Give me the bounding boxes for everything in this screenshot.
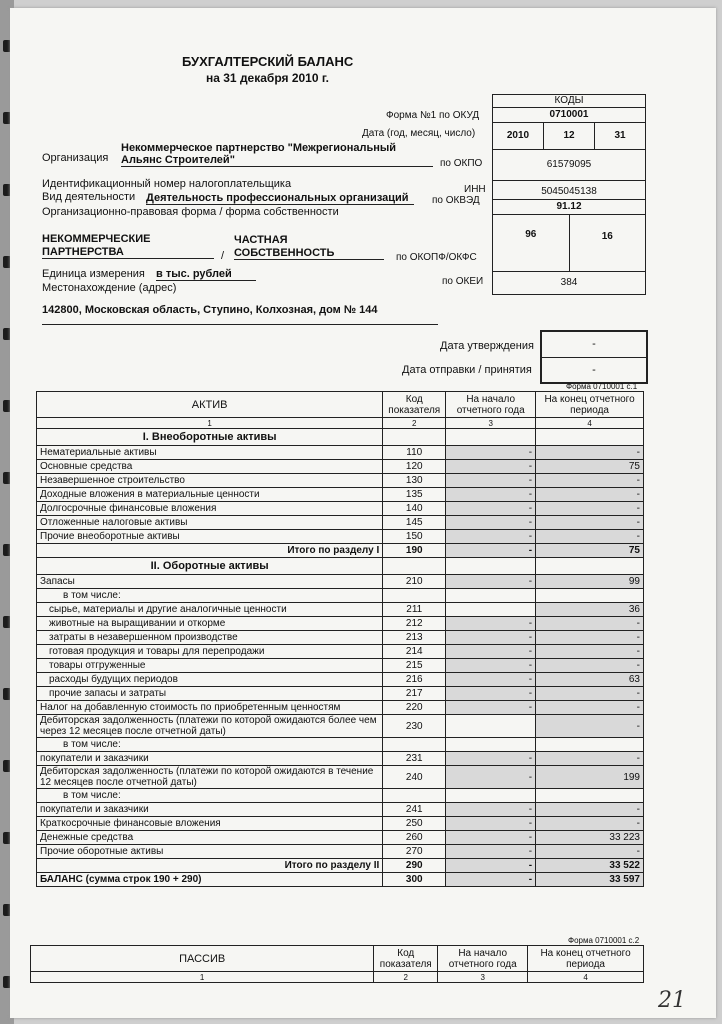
- legal-form-line-2: ПАРТНЕРСТВА: [42, 246, 214, 259]
- okopf-label: по ОКОПФ/ОКФС: [396, 252, 477, 263]
- col-num-4: 4: [536, 418, 644, 429]
- row-start-value: -: [446, 859, 536, 873]
- row-end-value: 36: [536, 603, 644, 617]
- table-row: [37, 446, 644, 460]
- ownership-line-1: ЧАСТНАЯ: [234, 234, 288, 246]
- row-start-value: -: [446, 460, 536, 474]
- row-end-value: -: [536, 845, 644, 859]
- passiv-col-num-1: 1: [31, 972, 374, 983]
- row-start-value: -: [446, 803, 536, 817]
- date-day: 31: [614, 130, 626, 141]
- row-code: 220: [383, 701, 446, 715]
- row-start-value: -: [446, 530, 536, 544]
- unit-label: Единица измерения: [42, 268, 145, 280]
- org-label: Организация: [42, 152, 109, 164]
- okpo-code: 61579095: [493, 150, 645, 181]
- okved-label: по ОКВЭД: [432, 195, 480, 206]
- row-end-value: [536, 738, 644, 752]
- row-end-value: 199: [536, 766, 644, 789]
- section-title: II. Оборотные активы: [37, 558, 383, 575]
- passiv-col-num-4: 4: [528, 972, 644, 983]
- row-start-value: [446, 789, 536, 803]
- row-name: в том числе:: [37, 738, 383, 752]
- row-start-value: -: [446, 673, 536, 687]
- row-start-value: -: [446, 446, 536, 460]
- row-start-value: -: [446, 701, 536, 715]
- row-start-value: -: [446, 766, 536, 789]
- row-code: 150: [383, 530, 446, 544]
- empty-cell: [446, 429, 536, 446]
- doc-title: БУХГАЛТЕРСКИЙ БАЛАНС: [182, 54, 354, 69]
- table-row: [37, 845, 644, 859]
- passiv-code-header: Код показателя: [374, 946, 438, 972]
- row-start-value: -: [446, 575, 536, 589]
- table-row: [37, 701, 644, 715]
- table-row: [37, 488, 644, 502]
- activity-label: Вид деятельности: [42, 191, 136, 203]
- row-name: Налог на добавленную стоимость по приобретенным ценностям: [37, 701, 383, 715]
- start-header: На начало отчетного года: [446, 392, 536, 418]
- row-code: 217: [383, 687, 446, 701]
- row-code: 260: [383, 831, 446, 845]
- table-row: [37, 589, 644, 603]
- handwritten-page-number: 21: [658, 988, 686, 1013]
- aktiv-table: [36, 391, 644, 887]
- row-name: сырье, материалы и другие аналогичные ценности: [37, 603, 383, 617]
- row-name: Прочие внеоборотные активы: [37, 530, 383, 544]
- total-row: [37, 544, 644, 558]
- row-name: Запасы: [37, 575, 383, 589]
- table-row: [37, 817, 644, 831]
- row-name: Дебиторская задолженность (платежи по которой ожидаются более чем через 12 месяцев после отчетной даты): [37, 715, 383, 738]
- empty-cell: [383, 558, 446, 575]
- section-row: [37, 429, 644, 446]
- table-row: [37, 766, 644, 789]
- row-name: Незавершенное строительство: [37, 474, 383, 488]
- row-end-value: -: [536, 446, 644, 460]
- row-start-value: -: [446, 474, 536, 488]
- inn-label: ИНН: [464, 184, 486, 195]
- row-end-value: -: [536, 645, 644, 659]
- activity-value: Деятельность профессиональных организаций: [146, 192, 414, 205]
- row-code: 215: [383, 659, 446, 673]
- col-num-3: 3: [446, 418, 536, 429]
- row-start-value: -: [446, 645, 536, 659]
- end-header: На конец отчетного периода: [536, 392, 644, 418]
- balance-row: [37, 873, 644, 887]
- row-start-value: -: [446, 631, 536, 645]
- table-row: [37, 617, 644, 631]
- row-code: 231: [383, 752, 446, 766]
- row-start-value: -: [446, 659, 536, 673]
- passiv-start-header: На начало отчетного года: [438, 946, 528, 972]
- row-end-value: 63: [536, 673, 644, 687]
- row-start-value: -: [446, 873, 536, 887]
- legal-form-slash: /: [221, 250, 225, 262]
- aktiv-body: [37, 429, 644, 887]
- row-code: [383, 789, 446, 803]
- row-code: 240: [383, 766, 446, 789]
- row-name: Отложенные налоговые активы: [37, 516, 383, 530]
- approval-box: [540, 330, 648, 384]
- row-end-value: -: [536, 817, 644, 831]
- row-code: 190: [383, 544, 446, 558]
- passiv-col-num-3: 3: [438, 972, 528, 983]
- row-code: 300: [383, 873, 446, 887]
- col-num-2: 2: [383, 418, 446, 429]
- section-row: [37, 558, 644, 575]
- row-start-value: -: [446, 617, 536, 631]
- row-end-value: -: [536, 752, 644, 766]
- row-name: покупатели и заказчики: [37, 803, 383, 817]
- doc-subtitle: на 31 декабря 2010 г.: [206, 71, 329, 85]
- row-end-value: -: [536, 474, 644, 488]
- row-end-value: -: [536, 502, 644, 516]
- row-code: 212: [383, 617, 446, 631]
- row-start-value: -: [446, 752, 536, 766]
- row-end-value: 99: [536, 575, 644, 589]
- table-row: [37, 631, 644, 645]
- row-end-value: -: [536, 803, 644, 817]
- table-row: [37, 575, 644, 589]
- row-start-value: -: [446, 502, 536, 516]
- ownership-line-2: СОБСТВЕННОСТЬ: [234, 247, 384, 260]
- okud-code: 0710001: [493, 108, 645, 123]
- table-row: [37, 752, 644, 766]
- row-code: 230: [383, 715, 446, 738]
- row-start-value: -: [446, 845, 536, 859]
- row-end-value: [536, 789, 644, 803]
- row-name: Денежные средства: [37, 831, 383, 845]
- row-start-value: -: [446, 817, 536, 831]
- unit-value: в тыс. рублей: [156, 268, 256, 281]
- row-start-value: -: [446, 488, 536, 502]
- row-name: в том числе:: [37, 589, 383, 603]
- row-end-value: [536, 589, 644, 603]
- empty-cell: [446, 558, 536, 575]
- codes-header: КОДЫ: [493, 95, 645, 108]
- okei-code: 384: [560, 277, 578, 288]
- address-underline: [42, 324, 438, 325]
- row-name: прочие запасы и затраты: [37, 687, 383, 701]
- row-code: 211: [383, 603, 446, 617]
- row-name: готовая продукция и товары для перепродажи: [37, 645, 383, 659]
- row-name: животные на выращивании и откорме: [37, 617, 383, 631]
- row-code: 290: [383, 859, 446, 873]
- sent-value: -: [592, 364, 596, 376]
- row-code: 210: [383, 575, 446, 589]
- row-code: 214: [383, 645, 446, 659]
- row-name: Итого по разделу II: [37, 859, 383, 873]
- date-label: Дата (год, месяц, число): [362, 128, 476, 139]
- form-page-2: Форма 0710001 с.2: [568, 936, 640, 945]
- row-code: 130: [383, 474, 446, 488]
- row-code: 216: [383, 673, 446, 687]
- row-name: Доходные вложения в материальные ценности: [37, 488, 383, 502]
- org-name-line-1: Некоммерческое партнерство "Межрегиональный: [121, 142, 397, 154]
- passiv-end-header: На конец отчетного периода: [528, 946, 644, 972]
- okopf-code: 96: [493, 215, 570, 271]
- row-end-value: -: [536, 516, 644, 530]
- table-row: [37, 603, 644, 617]
- row-name: Основные средства: [37, 460, 383, 474]
- row-start-value: -: [446, 516, 536, 530]
- legal-form-label: Организационно-правовая форма / форма собственности: [42, 206, 339, 218]
- legal-form-line-1: НЕКОММЕРЧЕСКИЕ: [42, 233, 151, 245]
- row-end-value: -: [536, 617, 644, 631]
- passiv-header: ПАССИВ: [31, 946, 374, 972]
- table-row: [37, 460, 644, 474]
- row-end-value: 33 522: [536, 859, 644, 873]
- table-row: [37, 659, 644, 673]
- table-row: [37, 530, 644, 544]
- table-row: [37, 474, 644, 488]
- okpo-label: по ОКПО: [440, 158, 483, 169]
- okved-code: 91.12: [493, 200, 645, 215]
- aktiv-header: АКТИВ: [37, 392, 383, 418]
- okud-label: Форма №1 по ОКУД: [386, 110, 480, 121]
- col-num-1: 1: [37, 418, 383, 429]
- row-end-value: -: [536, 687, 644, 701]
- row-code: 270: [383, 845, 446, 859]
- row-name: затраты в незавершенном производстве: [37, 631, 383, 645]
- row-start-value: -: [446, 544, 536, 558]
- empty-cell: [383, 429, 446, 446]
- row-end-value: -: [536, 715, 644, 738]
- row-code: 213: [383, 631, 446, 645]
- table-row: [37, 738, 644, 752]
- row-start-value: -: [446, 687, 536, 701]
- table-row: [37, 673, 644, 687]
- table-row: [37, 687, 644, 701]
- approval-label: Дата утверждения: [440, 340, 534, 352]
- row-start-value: [446, 738, 536, 752]
- address-value: 142800, Московская область, Ступино, Колхозная, дом № 144: [42, 304, 378, 316]
- row-code: 120: [383, 460, 446, 474]
- row-end-value: -: [536, 631, 644, 645]
- table-row: [37, 803, 644, 817]
- row-end-value: 33 223: [536, 831, 644, 845]
- table-row: [37, 502, 644, 516]
- row-name: Нематериальные активы: [37, 446, 383, 460]
- okfs-code: 16: [601, 231, 613, 242]
- table-row: [37, 789, 644, 803]
- passiv-table: [30, 945, 644, 983]
- row-name: покупатели и заказчики: [37, 752, 383, 766]
- row-name: расходы будущих периодов: [37, 673, 383, 687]
- code-header: Код показателя: [383, 392, 446, 418]
- inn-code: 5045045138: [493, 181, 645, 200]
- row-code: 250: [383, 817, 446, 831]
- row-name: Итого по разделу I: [37, 544, 383, 558]
- document-page: [10, 8, 716, 1018]
- row-code: 135: [383, 488, 446, 502]
- row-code: 140: [383, 502, 446, 516]
- row-name: товары отгруженные: [37, 659, 383, 673]
- empty-cell: [536, 429, 644, 446]
- row-end-value: 75: [536, 544, 644, 558]
- row-name: Краткосрочные финансовые вложения: [37, 817, 383, 831]
- row-name: Дебиторская задолженность (платежи по которой ожидаются в течение 12 месяцев после отчетной даты): [37, 766, 383, 789]
- inn-row-label: Идентификационный номер налогоплательщика: [42, 178, 292, 190]
- org-name-line-2: Альянс Строителей": [121, 154, 433, 167]
- row-end-value: -: [536, 659, 644, 673]
- row-start-value: [446, 603, 536, 617]
- row-code: 110: [383, 446, 446, 460]
- row-end-value: 33 597: [536, 873, 644, 887]
- row-name: в том числе:: [37, 789, 383, 803]
- row-start-value: [446, 589, 536, 603]
- row-name: Долгосрочные финансовые вложения: [37, 502, 383, 516]
- row-code: [383, 738, 446, 752]
- section-title: I. Внеоборотные активы: [37, 429, 383, 446]
- passiv-col-num-2: 2: [374, 972, 438, 983]
- address-label: Местонахождение (адрес): [42, 282, 177, 294]
- table-row: [37, 645, 644, 659]
- table-row: [37, 831, 644, 845]
- table-row: [37, 516, 644, 530]
- empty-cell: [536, 558, 644, 575]
- row-code: 241: [383, 803, 446, 817]
- approval-value: -: [542, 332, 646, 358]
- row-code: 145: [383, 516, 446, 530]
- row-end-value: -: [536, 488, 644, 502]
- codes-block: [492, 94, 646, 295]
- row-end-value: 75: [536, 460, 644, 474]
- row-end-value: -: [536, 701, 644, 715]
- row-name: БАЛАНС (сумма строк 190 + 290): [37, 873, 383, 887]
- sent-label: Дата отправки / принятия: [402, 364, 532, 376]
- date-year: 2010: [493, 123, 544, 149]
- row-end-value: -: [536, 530, 644, 544]
- row-name: Прочие оборотные активы: [37, 845, 383, 859]
- row-start-value: -: [446, 831, 536, 845]
- total-row: [37, 859, 644, 873]
- row-start-value: [446, 715, 536, 738]
- table-row: [37, 715, 644, 738]
- form-page-1: Форма 0710001 с.1: [566, 382, 638, 391]
- okei-label: по ОКЕИ: [442, 276, 484, 287]
- date-month: 12: [544, 123, 595, 149]
- row-code: [383, 589, 446, 603]
